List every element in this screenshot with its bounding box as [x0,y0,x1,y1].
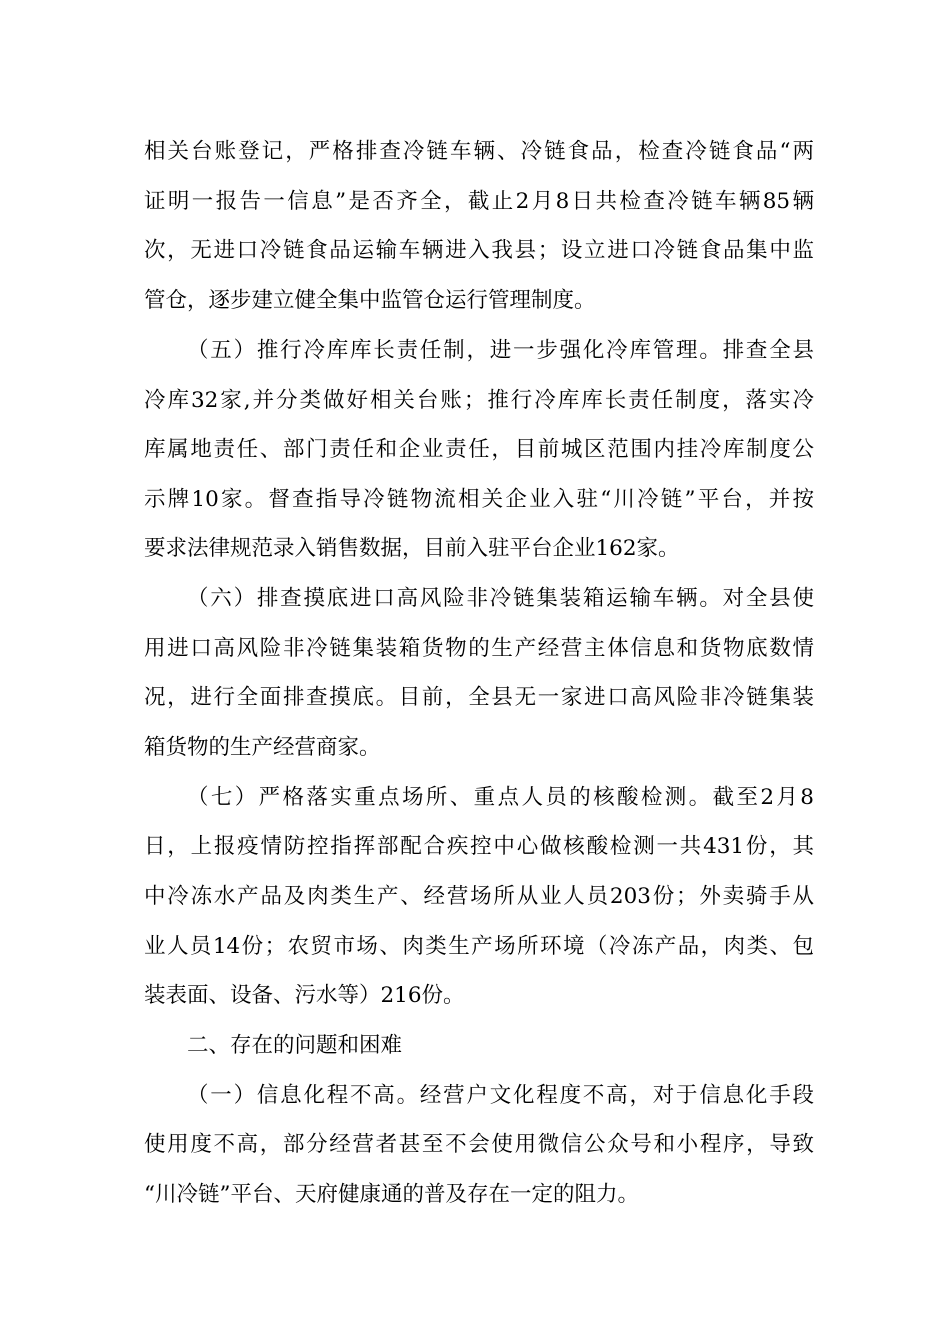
text-line: 使用度不高，部分经营者甚至不会使用微信公众号和小程序，导致 [144,1132,814,1157]
text-line: 装表面、设备、污水等）216份。 [144,983,465,1008]
text-line: 相关台账登记，严格排查冷链车辆、冷链食品，检查冷链食品“两 [144,139,814,164]
text-line: 示牌10家。督查指导冷链物流相关企业入驻“川冷链”平台，并按 [144,487,814,512]
paragraph-first-line: （五）推行冷库库长责任制，进一步强化冷库管理。排查全县 [187,338,814,363]
text-line: 库属地责任、部门责任和企业责任，目前城区范围内挂冷库制度公 [144,437,814,462]
text-line: 日，上报疫情防控指挥部配合疾控中心做核酸检测一共431份，其 [144,834,814,859]
text-line: 业人员14份；农贸市场、肉类生产场所环境（冷冻产品，肉类、包 [144,934,814,959]
paragraph-first-line: （一）信息化程不高。经营户文化程度不高，对于信息化手段 [187,1083,814,1108]
text-line: 中冷冻水产品及肉类生产、经营场所从业人员203份；外卖骑手从 [144,884,814,909]
text-line: 用进口高风险非冷链集装箱货物的生产经营主体信息和货物底数情 [144,636,814,661]
text-line: “川冷链”平台、天府健康通的普及存在一定的阻力。 [144,1182,639,1207]
paragraph-first-line: （六）排查摸底进口高风险非冷链集装箱运输车辆。对全县使 [187,586,814,611]
text-line: 次，无进口冷链食品运输车辆进入我县；设立进口冷链食品集中监 [144,238,814,263]
text-line: 证明一报告一信息”是否齐全，截止2月8日共检查冷链车辆85辆 [144,189,814,214]
text-line: 况，进行全面排查摸底。目前，全县无一家进口高风险非冷链集装 [144,685,814,710]
text-line: 箱货物的生产经营商家。 [144,735,381,760]
text-line: 管仓，逐步建立健全集中监管仓运行管理制度。 [144,288,596,313]
text-line: 要求法律规范录入销售数据，目前入驻平台企业162家。 [144,536,680,561]
paragraph-first-line: （七）严格落实重点场所、重点人员的核酸检测。截至2月8 [187,785,814,810]
section-heading: 二、存在的问题和困难 [187,1033,403,1058]
text-line: 冷库32家,并分类做好相关台账；推行冷库库长责任制度，落实冷 [144,388,814,413]
